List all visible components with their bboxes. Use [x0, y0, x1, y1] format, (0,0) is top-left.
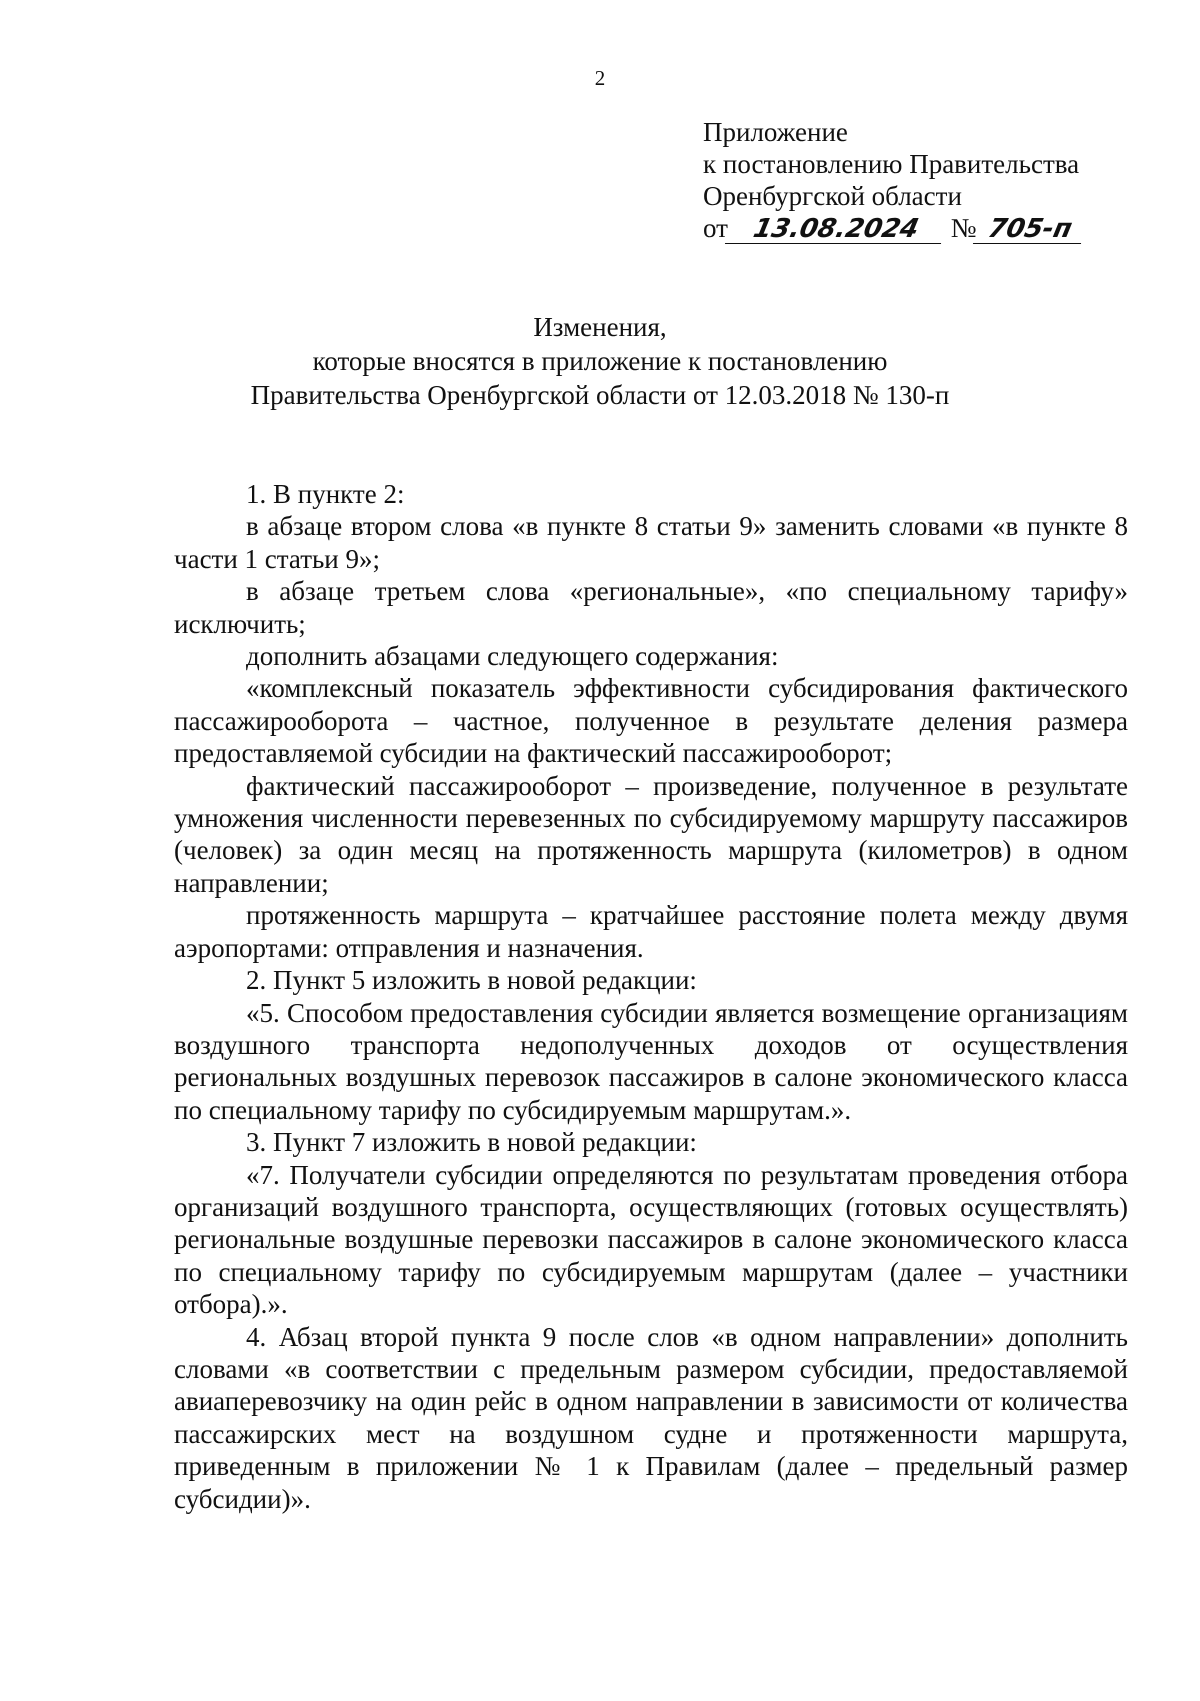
heading-line: Правительства Оренбургской области от 12.03.2018 № 130-п: [250, 380, 950, 410]
paragraph: в абзаце втором слова «в пункте 8 статьи 9» заменить словами «в пункте 8 части 1 статьи 9»;: [174, 511, 1128, 574]
paragraph: протяженность маршрута – кратчайшее расстояние полета между двумя аэропортами: отправления и назначения.: [174, 900, 1128, 963]
paragraph: «комплексный показатель эффективности субсидирования фактического пассажирооборота – частное, полученное в результате деления размера предоставляемой субсидии на фактический пассажирооборот;: [174, 673, 1128, 769]
paragraph: фактический пассажирооборот – произведение, полученное в результате умножения численности перевезенных по субсидируемому маршруту пассажиров (человек) за один месяц на протяженность маршрута (километров) в одном направлении;: [174, 770, 1128, 898]
paragraph: 4. Абзац второй пункта 9 после слов «в одном направлении» дополнить словами «в соответствии с предельным размером субсидии, предоставляемой авиаперевозчику на один рейс в одном направлении в зависимости от количества пассажирских мест на воздушном судне и протяженности маршрута, приведенным в приложении № 1 к Правилам (далее – предельный размер субсидии)».: [174, 1321, 1128, 1514]
handwritten-number: 705-п: [973, 215, 1087, 244]
heading-line: которые вносятся в приложение к постановлению: [312, 346, 888, 376]
document-heading: [0, 310, 1200, 412]
appendix-date-line: [703, 212, 1084, 244]
appendix-block: [703, 116, 1084, 244]
appendix-title: Приложение: [703, 117, 848, 147]
appendix-line: к постановлению Правительства: [703, 149, 1080, 179]
date-prefix: от: [703, 213, 728, 243]
handwritten-date: 13.08.2024: [725, 215, 947, 244]
paragraph: «5. Способом предоставления субсидии является возмещение организациям воздушного транспорта недополученных доходов от осуществления региональных воздушных перевозок пассажиров в салоне экономического класса по специальному тарифу по субсидируемым маршрутам.».: [174, 997, 1128, 1125]
paragraph: 1. В пункте 2:: [246, 479, 405, 509]
paragraph: 3. Пункт 7 изложить в новой редакции:: [246, 1127, 697, 1158]
paragraph: «7. Получатели субсидии определяются по результатам проведения отбора организаций воздушного транспорта, осуществляющих (готовых осуществлять) региональные воздушные перевозки пассажиров в салоне экономического класса по специальному тарифу по субсидируемым маршрутам (далее – участники отбора).».: [174, 1159, 1128, 1320]
heading-title: Изменения,: [533, 312, 667, 342]
page-number: 2: [594, 66, 606, 90]
paragraph: 2. Пункт 5 изложить в новой редакции:: [246, 965, 697, 996]
number-prefix: №: [950, 213, 977, 243]
paragraph: дополнить абзацами следующего содержания:: [246, 641, 779, 672]
paragraph: в абзаце третьем слова «региональные», «по специальному тарифу» исключить;: [174, 576, 1128, 639]
appendix-line: Оренбургской области: [703, 181, 962, 211]
document-body: [174, 478, 1128, 1515]
